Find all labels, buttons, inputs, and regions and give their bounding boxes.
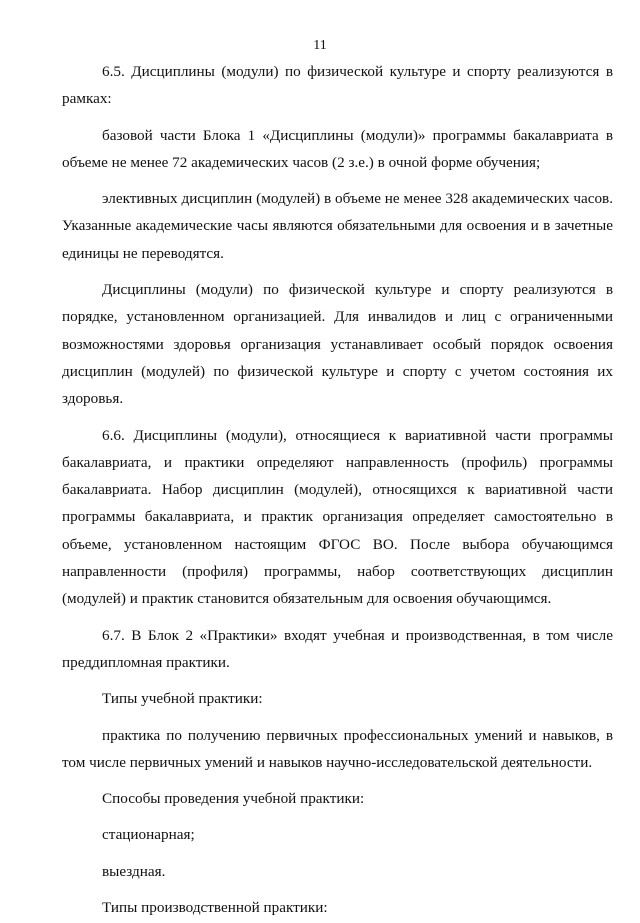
paragraph-pe-order: Дисциплины (модули) по физической культуре и спорту реализуются в порядке, установленном организацией. Для инвалидов и лиц с ограниченными возможностями здоровья организация устанавливает особый порядок освоения дисциплин (модулей) по физической культуре и спорту с учетом состояния их здоровья.	[62, 281, 613, 408]
list-item-field: выездная.	[102, 862, 166, 880]
paragraph-6-5: 6.5. Дисциплины (модули) по физической культуре и спорту реализуются в рамках:	[62, 63, 613, 108]
page-number: 11	[313, 38, 327, 53]
paragraph-elective: элективных дисциплин (модулей) в объеме не менее 328 академических часов. Указанные академические часы являются обязательными для освоения и в зачетные единицы не переводятся.	[62, 190, 613, 262]
paragraph-basic-part: базовой части Блока 1 «Дисциплины (модули)» программы бакалавриата в объеме не менее 72 академических часов (2 з.е.) в очной форме обучения;	[62, 126, 613, 171]
paragraph-primary-skills: практика по получению первичных профессиональных умений и навыков, в том числе первичных умений и навыков научно-исследовательской деятельности.	[62, 726, 613, 771]
paragraph-study-practice-types: Типы учебной практики:	[102, 690, 263, 708]
paragraph-6-7: 6.7. В Блок 2 «Практики» входят учебная и производственная, в том числе преддипломная практики.	[62, 626, 613, 671]
paragraph-6-6: 6.6. Дисциплины (модули), относящиеся к вариативной части программы бакалавриата, и практики определяют направленность (профиль) программы бакалавриата. Набор дисциплин (модулей), относящихся к вариативной части программы бакалавриата, и практик организация определяет самостоятельно в объеме, установленном настоящим ФГОС ВО. После выбора обучающимся направленности (профиля) программы, набор соответствующих дисциплин (модулей) и практик становится обязательным для освоения обучающимся.	[62, 426, 613, 608]
paragraph-study-practice-methods: Способы проведения учебной практики:	[102, 790, 365, 808]
document-body	[62, 58, 613, 923]
list-item-stationary: стационарная;	[102, 826, 195, 844]
paragraph-production-practice-types: Типы производственной практики:	[102, 899, 328, 917]
